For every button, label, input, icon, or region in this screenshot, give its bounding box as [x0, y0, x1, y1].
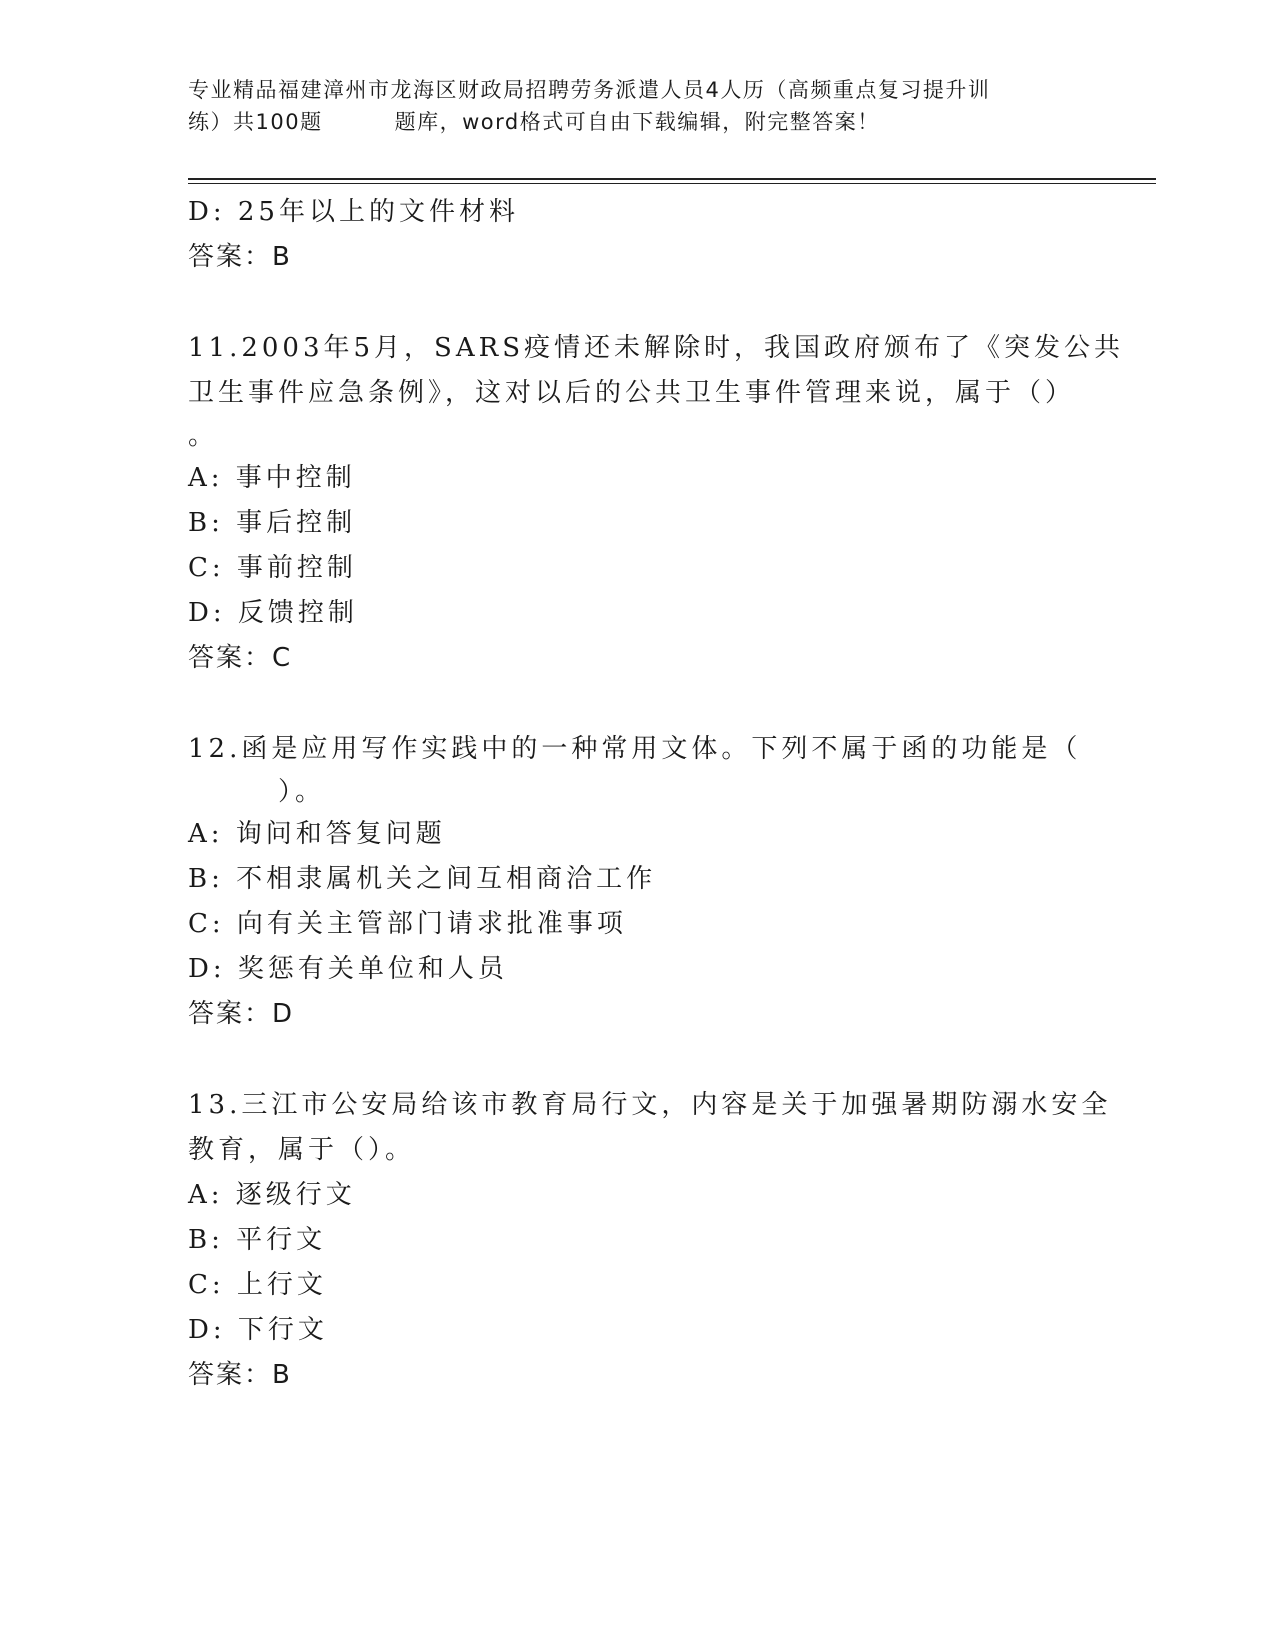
option-d: D: 下行文 — [188, 1315, 328, 1345]
question-item — [188, 326, 1125, 681]
question-item — [188, 727, 1088, 1037]
answer-line: 答案：C — [188, 643, 293, 673]
header-divider-thin — [188, 183, 1156, 184]
answer-line: 答案：D — [188, 999, 295, 1029]
option-c: C: 上行文 — [188, 1270, 327, 1300]
answer-line: 答案：B — [188, 242, 292, 272]
question-text: 12.函是应用写作实践中的一种常用文体。下列不属于函的功能是（ — [188, 734, 1082, 764]
header-divider — [188, 178, 1156, 180]
header-title-line-2b: 题库，word格式可自由下载编辑，附完整答案！ — [394, 110, 880, 134]
option-b: B: 平行文 — [188, 1225, 327, 1255]
header-title-line-2a: 练）共100题 — [188, 110, 323, 134]
question-item — [188, 1083, 1112, 1398]
question-text: ）。 — [278, 777, 326, 807]
option-c: C: 事前控制 — [188, 553, 357, 583]
page-header — [188, 74, 1088, 138]
header-title-line-2 — [188, 106, 1088, 138]
option-d: D: 奖惩有关单位和人员 — [188, 954, 508, 984]
header-title-line-1: 专业精品福建漳州市龙海区财政局招聘劳务派遣人员4人历（高频重点复习提升训 — [188, 78, 991, 102]
answer-line: 答案：B — [188, 1360, 292, 1390]
option-a: A: 逐级行文 — [188, 1180, 356, 1210]
option-d: D: 反馈控制 — [188, 598, 358, 628]
option-a: A: 事中控制 — [188, 463, 356, 493]
option-b: B: 不相隶属机关之间互相商洽工作 — [188, 864, 657, 894]
option-c: C: 向有关主管部门请求批准事项 — [188, 909, 627, 939]
option-d: D: 25年以上的文件材料 — [188, 197, 519, 227]
question-content — [188, 190, 1125, 1398]
option-a: A: 询问和答复问题 — [188, 819, 446, 849]
question-text: 13.三江市公安局给该市教育局行文，内容是关于加强暑期防溺水安全 — [188, 1090, 1112, 1120]
question-text: 卫生事件应急条例》，这对以后的公共卫生事件管理来说，属于（） — [188, 378, 1076, 408]
question-text: 教育，属于（）。 — [188, 1135, 416, 1165]
question-text: 。 — [188, 421, 219, 451]
option-b: B: 事后控制 — [188, 508, 357, 538]
question-text: 11.2003年5月，SARS疫情还未解除时，我国政府颁布了《突发公共 — [188, 333, 1125, 363]
